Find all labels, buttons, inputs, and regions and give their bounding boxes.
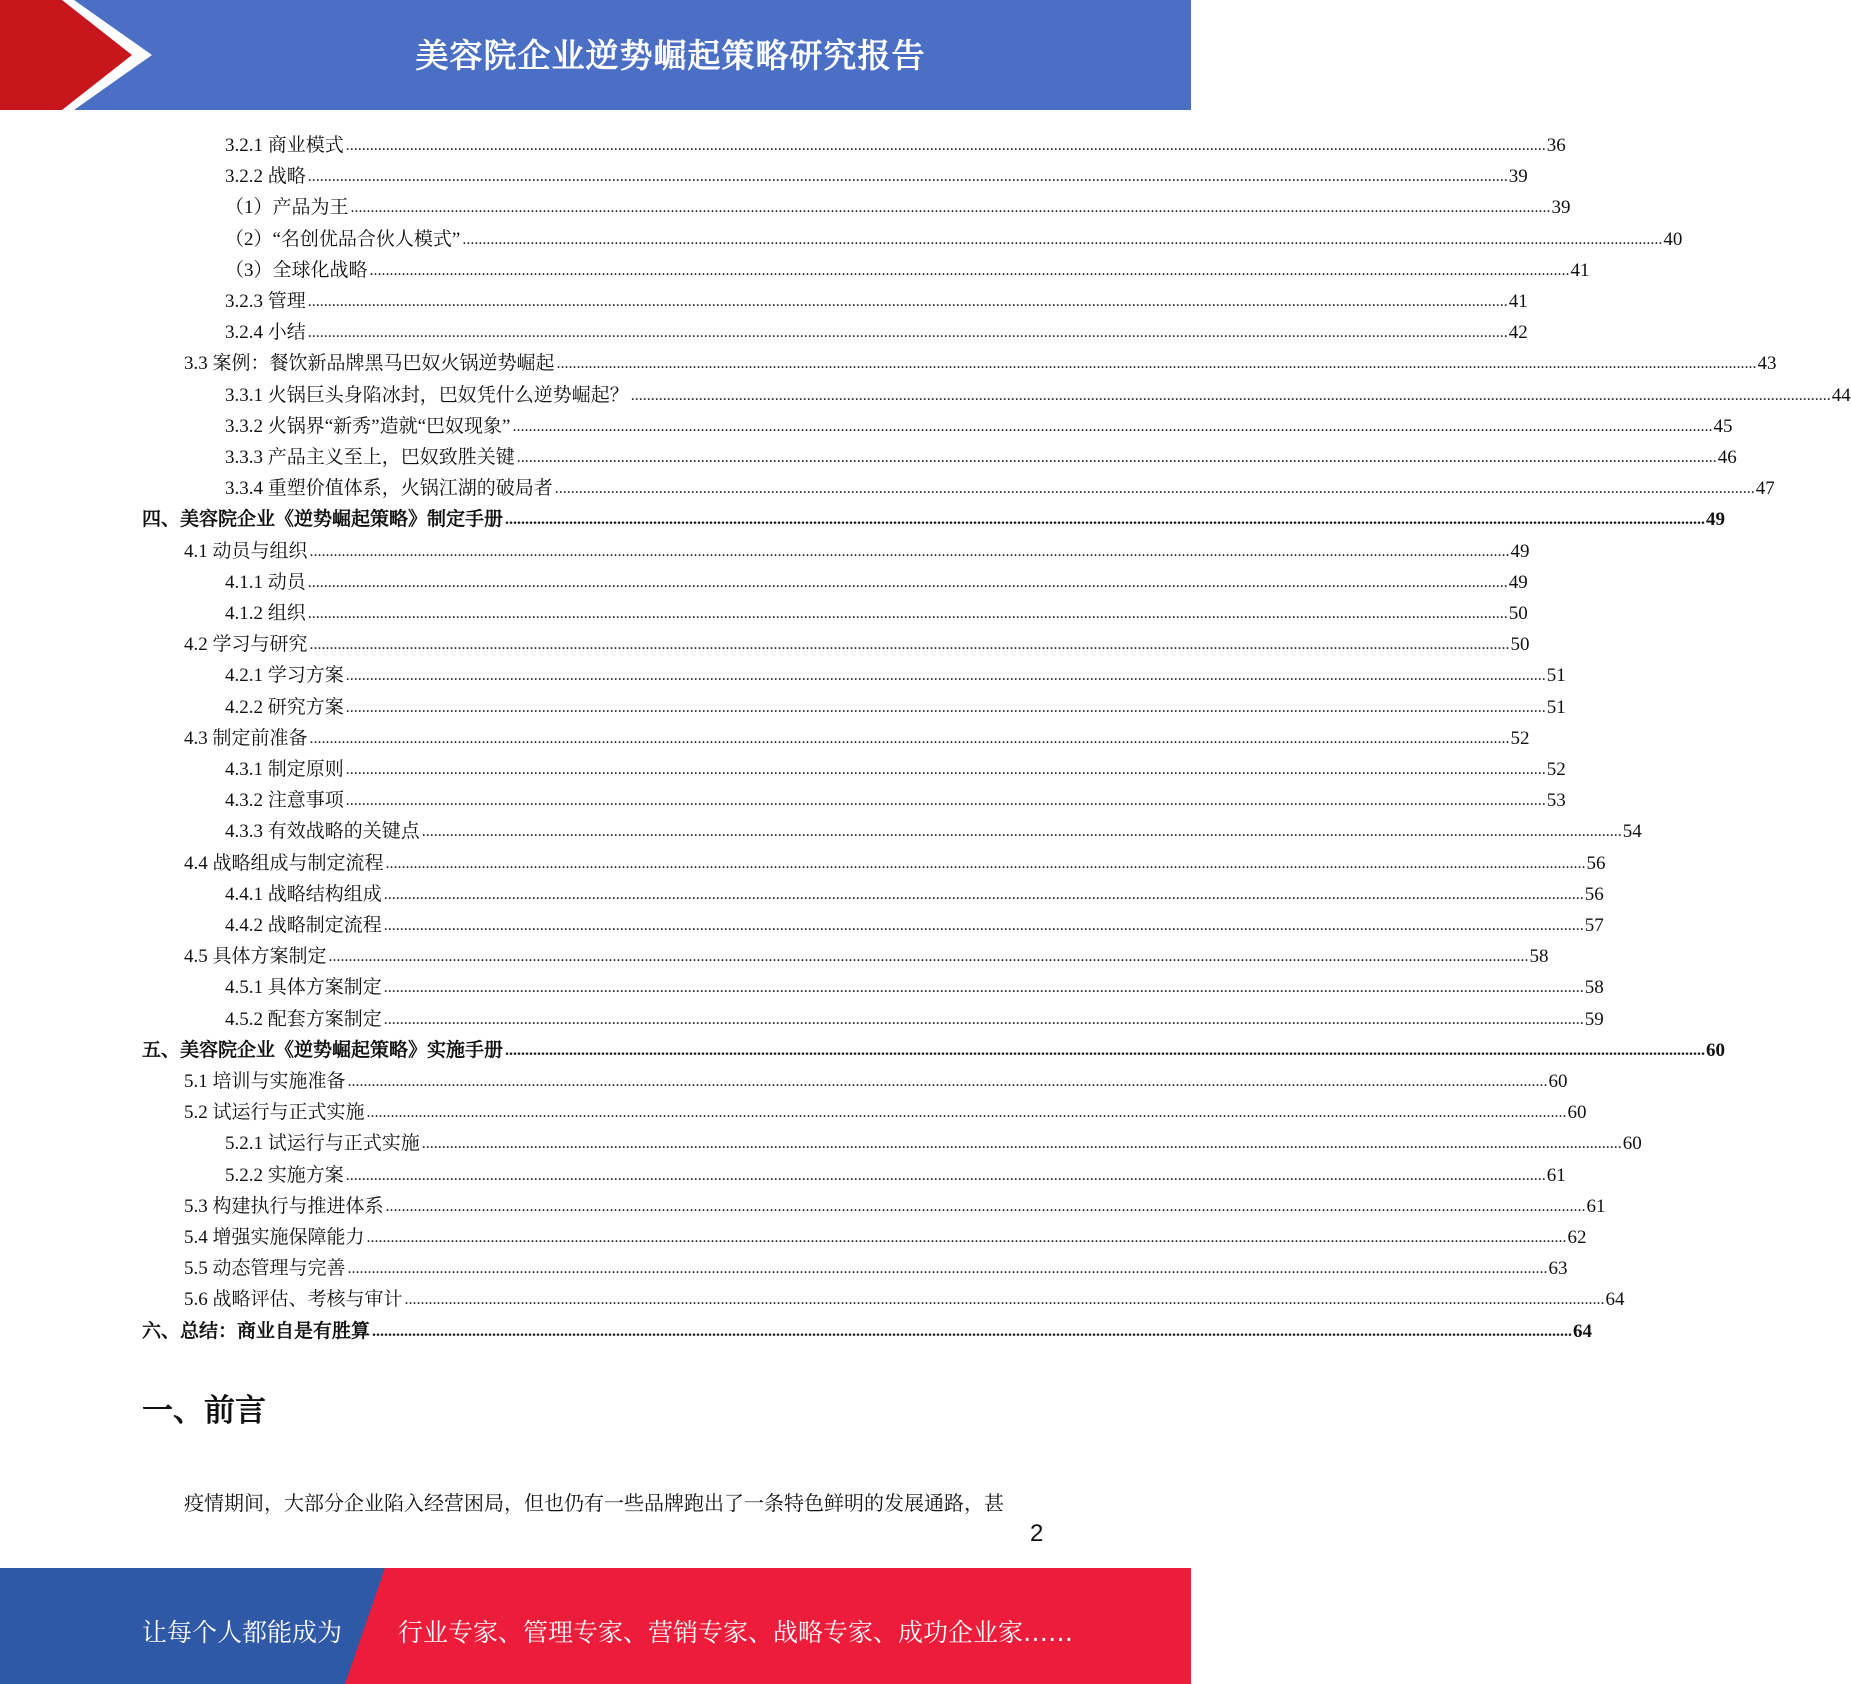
toc-entry-label: 3.3 案例：餐饮新品牌黑马巴奴火锅逆势崛起 xyxy=(184,353,555,375)
toc-entry-label: 四、美容院企业《逆势崛起策略》制定手册 xyxy=(142,509,504,531)
toc-dot-leader: ............................................................................................................................................................................................................................................................................................................ xyxy=(369,261,1570,279)
toc-entry[interactable] xyxy=(225,656,1566,687)
toc-entry[interactable] xyxy=(225,906,1604,937)
toc-dot-leader: ............................................................................................................................................................................................................................................................................................................ xyxy=(383,885,1584,903)
toc-entry-label: 3.3.2 火锅界“新秀”造就“巴奴现象” xyxy=(225,415,511,437)
page-header xyxy=(0,0,1191,110)
toc-entry-page: 45 xyxy=(1713,415,1733,437)
toc-entry-page: 51 xyxy=(1546,665,1566,687)
toc-entry-page: 42 xyxy=(1508,322,1528,344)
toc-entry-page: 51 xyxy=(1546,696,1566,718)
toc-dot-leader: ............................................................................................................................................................................................................................................................................................................ xyxy=(421,823,1622,841)
toc-entry-page: 60 xyxy=(1622,1133,1642,1155)
toc-entry[interactable] xyxy=(225,968,1604,999)
toc-entry[interactable] xyxy=(184,1062,1568,1093)
toc-entry-page: 41 xyxy=(1508,291,1528,312)
toc-dot-leader: ............................................................................................................................................................................................................................................................................................................ xyxy=(630,386,1831,404)
toc-entry-label: 5.6 战略评估、考核与审计 xyxy=(184,1289,403,1311)
toc-entry[interactable] xyxy=(225,282,1528,313)
toc-entry[interactable] xyxy=(225,407,1733,438)
toc-entry-page: 58 xyxy=(1529,946,1549,968)
toc-entry-label: （1）产品为王 xyxy=(225,197,349,219)
toc-entry-page: 49 xyxy=(1508,571,1528,593)
toc-dot-leader: ............................................................................................................................................................................................................................................................................................................ xyxy=(345,1166,1546,1184)
toc-entry-label: 3.3.3 产品主义至上，巴奴致胜关键 xyxy=(225,447,515,468)
toc-entry[interactable] xyxy=(225,251,1590,282)
toc-entry-page: 49 xyxy=(1510,540,1530,562)
toc-entry[interactable] xyxy=(184,1093,1587,1124)
page-footer xyxy=(0,1568,1191,1684)
toc-dot-leader: ............................................................................................................................................................................................................................................................................................................ xyxy=(347,1073,1548,1090)
toc-entry-page: 59 xyxy=(1584,1008,1604,1030)
toc-entry-label: 五、美容院企业《逆势崛起策略》实施手册 xyxy=(142,1039,504,1061)
toc-dot-leader: ............................................................................................................................................................................................................................................................................................................ xyxy=(345,667,1546,685)
toc-dot-leader: ............................................................................................................................................................................................................................................................................................................ xyxy=(366,1104,1567,1122)
toc-entry-page: 47 xyxy=(1755,478,1775,500)
toc-entry-page: 54 xyxy=(1622,821,1642,843)
report-title: 美容院企业逆势崛起策略研究报告 xyxy=(415,36,926,75)
toc-entry-label: 4.4.2 战略制定流程 xyxy=(225,915,382,936)
toc-entry-label: 5.3 构建执行与推进体系 xyxy=(184,1195,384,1217)
toc-entry-page: 63 xyxy=(1548,1258,1568,1280)
toc-dot-leader: ............................................................................................................................................................................................................................................................................................................ xyxy=(516,449,1717,466)
toc-dot-leader: ............................................................................................................................................................................................................................................................................................................ xyxy=(383,979,1584,997)
toc-entry-page: 49 xyxy=(1706,509,1726,531)
toc-entry[interactable] xyxy=(184,1280,1625,1311)
body-paragraph: 疫情期间，大部分企业陷入经营困局，但也仍有一些品牌跑出了一条特色鲜明的发展通路，甚 xyxy=(184,1493,1004,1515)
toc-entry-label: 5.5 动态管理与完善 xyxy=(184,1258,346,1280)
toc-dot-leader: ............................................................................................................................................................................................................................................................................................................ xyxy=(328,948,1529,966)
toc-entry-label: 4.1.2 组织 xyxy=(225,603,306,624)
toc-dot-leader: ............................................................................................................................................................................................................................................................................................................ xyxy=(385,854,1586,872)
toc-dot-leader: ............................................................................................................................................................................................................................................................................................................ xyxy=(307,573,1508,591)
toc-entry-page: 46 xyxy=(1717,447,1737,468)
toc-dot-leader: ............................................................................................................................................................................................................................................................................................................ xyxy=(556,355,1757,373)
toc-entry[interactable] xyxy=(225,1156,1566,1187)
toc-entry-page: 64 xyxy=(1573,1320,1593,1342)
toc-entry-label: 3.3.1 火锅巨头身陷冰封，巴奴凭什么逆势崛起？ xyxy=(225,384,629,406)
toc-entry-label: 4.5.2 配套方案制定 xyxy=(225,1008,382,1030)
toc-entry-label: 六、总结：商业自是有胜算 xyxy=(142,1320,371,1342)
toc-entry-page: 60 xyxy=(1567,1102,1587,1124)
toc-dot-leader: ............................................................................................................................................................................................................................................................................................................ xyxy=(347,1260,1548,1278)
footer-slogan: 让每个人都能成为 xyxy=(142,1618,343,1647)
toc-entry-page: 61 xyxy=(1586,1195,1606,1217)
toc-entry[interactable] xyxy=(184,532,1530,563)
toc-dot-leader: ............................................................................................................................................................................................................................................................................................................ xyxy=(345,698,1546,716)
toc-entry[interactable] xyxy=(225,1124,1642,1155)
toc-entry[interactable] xyxy=(225,376,1851,407)
toc-entry[interactable] xyxy=(225,781,1566,812)
footer-roles: 行业专家、管理专家、营销专家、战略专家、成功企业家…… xyxy=(398,1618,1074,1647)
toc-entry[interactable] xyxy=(225,594,1528,625)
toc-entry-label: 4.1.1 动员 xyxy=(225,571,306,593)
toc-entry-label: 4.2 学习与研究 xyxy=(184,634,308,656)
toc-dot-leader: ............................................................................................................................................................................................................................................................................................................ xyxy=(505,1041,1706,1059)
toc-entry-page: 43 xyxy=(1757,353,1777,375)
toc-entry-page: 56 xyxy=(1586,852,1606,874)
toc-entry[interactable] xyxy=(184,1218,1587,1249)
toc-entry-label: 4.5.1 具体方案制定 xyxy=(225,977,382,999)
toc-entry[interactable] xyxy=(142,500,1726,531)
toc-dot-leader: ............................................................................................................................................................................................................................................................................................................ xyxy=(404,1291,1605,1309)
toc-entry-label: 4.3 制定前准备 xyxy=(184,727,308,749)
toc-entry[interactable] xyxy=(184,1187,1606,1218)
toc-entry-page: 56 xyxy=(1584,883,1604,905)
toc-dot-leader: ............................................................................................................................................................................................................................................................................................................ xyxy=(383,917,1584,934)
toc-dot-leader: ............................................................................................................................................................................................................................................................................................................ xyxy=(385,1197,1586,1215)
toc-entry-label: 5.4 增强实施保障能力 xyxy=(184,1227,365,1248)
toc-entry-label: 3.3.4 重塑价值体系，火锅江湖的破局者 xyxy=(225,478,553,500)
toc-entry[interactable] xyxy=(225,469,1775,500)
toc-entry-label: （2）“名创优品合伙人模式” xyxy=(225,228,461,250)
toc-entry[interactable] xyxy=(225,313,1528,344)
header-red-arrow-shape xyxy=(0,0,150,110)
toc-entry[interactable] xyxy=(142,1312,1593,1343)
toc-entry-page: 64 xyxy=(1605,1289,1625,1311)
toc-entry-label: 4.3.3 有效战略的关键点 xyxy=(225,821,420,843)
toc-dot-leader: ............................................................................................................................................................................................................................................................................................................ xyxy=(366,1229,1567,1246)
toc-entry[interactable] xyxy=(142,1031,1726,1062)
toc-entry-page: 58 xyxy=(1584,977,1604,999)
toc-entry[interactable] xyxy=(184,625,1530,656)
toc-entry-label: 3.2.4 小结 xyxy=(225,322,306,344)
toc-entry[interactable] xyxy=(225,688,1566,719)
toc-entry-page: 61 xyxy=(1546,1164,1566,1186)
toc-entry[interactable] xyxy=(225,1000,1604,1031)
toc-entry-page: 50 xyxy=(1508,603,1528,624)
toc-entry[interactable] xyxy=(225,438,1737,469)
toc-entry-label: 3.2.2 战略 xyxy=(225,166,306,188)
toc-entry-page: 40 xyxy=(1663,228,1683,250)
toc-entry-page: 39 xyxy=(1551,197,1571,219)
toc-entry-label: 4.3.2 注意事项 xyxy=(225,790,344,812)
toc-entry-label: 4.2.2 研究方案 xyxy=(225,696,344,718)
toc-entry-page: 52 xyxy=(1510,727,1530,749)
toc-entry-label: 4.4 战略组成与制定流程 xyxy=(184,852,384,874)
toc-entry-label: 5.2.1 试运行与正式实施 xyxy=(225,1133,420,1155)
toc-entry-label: 4.4.1 战略结构组成 xyxy=(225,883,382,905)
toc-entry[interactable] xyxy=(225,220,1683,251)
toc-entry-page: 44 xyxy=(1831,384,1851,406)
toc-entry-page: 50 xyxy=(1510,634,1530,656)
toc-entry[interactable] xyxy=(225,188,1571,219)
toc-dot-leader: ............................................................................................................................................................................................................................................................................................................ xyxy=(554,480,1755,498)
toc-entry[interactable] xyxy=(225,126,1566,157)
toc-dot-leader: ............................................................................................................................................................................................................................................................................................................ xyxy=(350,199,1551,217)
toc-entry-page: 36 xyxy=(1546,135,1566,156)
toc-entry-page: 60 xyxy=(1706,1039,1726,1061)
toc-dot-leader: ............................................................................................................................................................................................................................................................................................................ xyxy=(307,293,1508,310)
section-title: 一、前言 xyxy=(142,1393,266,1429)
toc-entry-label: 4.2.1 学习方案 xyxy=(225,665,344,687)
toc-entry-page: 57 xyxy=(1584,915,1604,936)
toc-dot-leader: ............................................................................................................................................................................................................................................................................................................ xyxy=(307,605,1508,622)
toc-entry-label: （3）全球化战略 xyxy=(225,259,368,281)
page-number: 2 xyxy=(1030,1520,1044,1547)
toc-entry-page: 41 xyxy=(1570,259,1590,281)
toc-entry-label: 5.2 试运行与正式实施 xyxy=(184,1102,365,1124)
toc-entry-label: 5.2.2 实施方案 xyxy=(225,1164,344,1186)
toc-entry-label: 3.2.1 商业模式 xyxy=(225,135,344,156)
toc-entry-page: 52 xyxy=(1546,759,1566,780)
toc-entry[interactable] xyxy=(225,812,1642,843)
toc-entry[interactable] xyxy=(225,157,1528,188)
toc-entry[interactable] xyxy=(225,750,1566,781)
toc-entry-page: 62 xyxy=(1567,1227,1587,1248)
toc-dot-leader: ............................................................................................................................................................................................................................................................................................................ xyxy=(372,1322,1573,1340)
toc-entry-label: 4.3.1 制定原则 xyxy=(225,759,344,780)
toc-entry-label: 4.5 具体方案制定 xyxy=(184,946,327,968)
toc-entry[interactable] xyxy=(184,1249,1568,1280)
toc-entry[interactable] xyxy=(225,875,1604,906)
toc-dot-leader: ............................................................................................................................................................................................................................................................................................................ xyxy=(307,168,1508,186)
toc-dot-leader: ............................................................................................................................................................................................................................................................................................................ xyxy=(309,636,1510,654)
toc-entry[interactable] xyxy=(184,719,1530,750)
toc-entry[interactable] xyxy=(184,844,1606,875)
toc-entry[interactable] xyxy=(184,937,1549,968)
toc-dot-leader: ............................................................................................................................................................................................................................................................................................................ xyxy=(345,137,1546,154)
toc-dot-leader: ............................................................................................................................................................................................................................................................................................................ xyxy=(345,792,1546,810)
toc-entry[interactable] xyxy=(184,344,1777,375)
toc-dot-leader: ............................................................................................................................................................................................................................................................................................................ xyxy=(462,230,1663,248)
toc-entry-page: 39 xyxy=(1508,166,1528,188)
toc-dot-leader: ............................................................................................................................................................................................................................................................................................................ xyxy=(383,1010,1584,1028)
toc-dot-leader: ............................................................................................................................................................................................................................................................................................................ xyxy=(505,511,1706,529)
toc-entry-page: 53 xyxy=(1546,790,1566,812)
toc-dot-leader: ............................................................................................................................................................................................................................................................................................................ xyxy=(421,1135,1622,1153)
toc-entry-page: 60 xyxy=(1548,1071,1568,1092)
toc-entry[interactable] xyxy=(225,563,1528,594)
toc-dot-leader: ............................................................................................................................................................................................................................................................................................................ xyxy=(307,324,1508,342)
toc-dot-leader: ............................................................................................................................................................................................................................................................................................................ xyxy=(345,761,1546,778)
toc-dot-leader: ............................................................................................................................................................................................................................................................................................................ xyxy=(512,417,1713,435)
toc-dot-leader: ............................................................................................................................................................................................................................................................................................................ xyxy=(309,542,1510,560)
toc-entry-label: 4.1 动员与组织 xyxy=(184,540,308,562)
toc-entry-label: 5.1 培训与实施准备 xyxy=(184,1071,346,1092)
toc-dot-leader: ............................................................................................................................................................................................................................................................................................................ xyxy=(309,729,1510,747)
toc-entry-label: 3.2.3 管理 xyxy=(225,291,306,312)
